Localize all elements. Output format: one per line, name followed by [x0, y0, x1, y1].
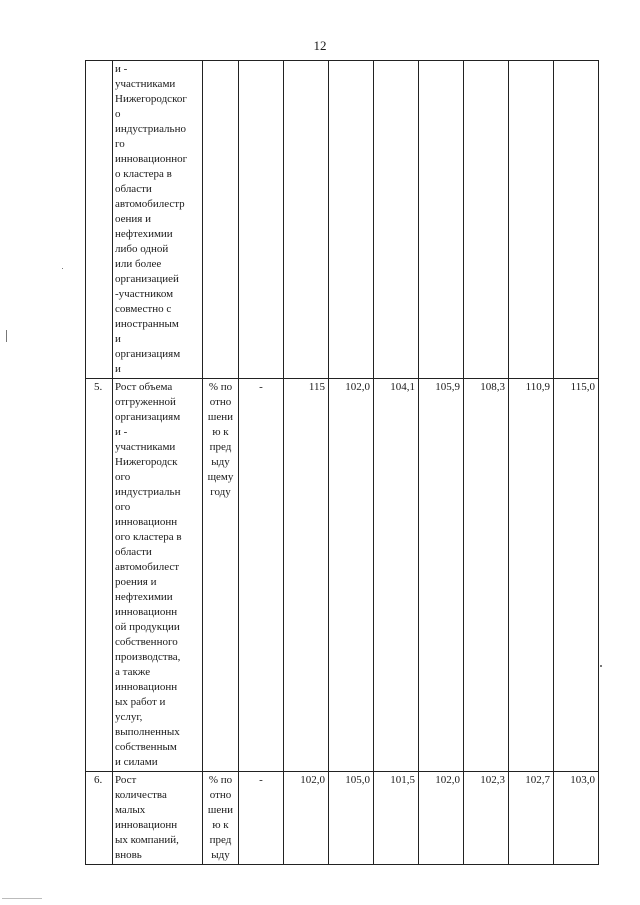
value-cell: [554, 61, 599, 379]
table-row-continuation: [86, 61, 599, 379]
value-cell: 102,7: [509, 772, 554, 865]
scan-speck: [2, 898, 42, 899]
value-cell: 104,1: [374, 379, 419, 772]
base-value: -: [239, 379, 284, 772]
value-cell: 115: [284, 379, 329, 772]
value-cell: 103,0: [554, 772, 599, 865]
unit-cell: % по отно шени ю к пред ыду: [203, 772, 239, 865]
base-value: [239, 61, 284, 379]
page-number: 12: [313, 38, 327, 53]
value-cell: 102,0: [419, 772, 464, 865]
value-cell: 115,0: [554, 379, 599, 772]
row-index: [86, 61, 113, 379]
row-index: 5.: [86, 379, 113, 772]
scan-speck: [600, 665, 602, 667]
value-cell: [329, 61, 374, 379]
scan-speck: [6, 330, 7, 342]
base-value: -: [239, 772, 284, 865]
value-cell: 110,9: [509, 379, 554, 772]
table-row-6: [86, 772, 599, 865]
value-cell: 102,3: [464, 772, 509, 865]
indicator-name: и - участниками Нижегородског о индустриально го инновационног о кластера в области автомобилестр оения и нефтехимии либо одной или более организацией -участником совместно с иностранным и организациям и: [113, 61, 203, 379]
value-cell: 105,0: [329, 772, 374, 865]
value-cell: [284, 61, 329, 379]
scan-speck: [62, 268, 63, 269]
indicators-table: [85, 60, 599, 865]
value-cell: 101,5: [374, 772, 419, 865]
indicator-name: Рост объема отгруженной организациям и - участниками Нижегородск ого индустриальн ого инновационн ого кластера в области автомобилест роения и нефтехимии инновационн ой продукции собственного производства, а также инновационн ых работ и услуг, выполненных собственным и силами: [113, 379, 203, 772]
unit-cell: % по отно шени ю к пред ыду щему году: [203, 379, 239, 772]
table-row-5: [86, 379, 599, 772]
value-cell: 105,9: [419, 379, 464, 772]
value-cell: [374, 61, 419, 379]
value-cell: [464, 61, 509, 379]
value-cell: 102,0: [284, 772, 329, 865]
value-cell: 102,0: [329, 379, 374, 772]
indicator-name: Рост количества малых инновационн ых компаний, вновь: [113, 772, 203, 865]
row-index: 6.: [86, 772, 113, 865]
value-cell: 108,3: [464, 379, 509, 772]
value-cell: [509, 61, 554, 379]
unit-cell: [203, 61, 239, 379]
value-cell: [419, 61, 464, 379]
